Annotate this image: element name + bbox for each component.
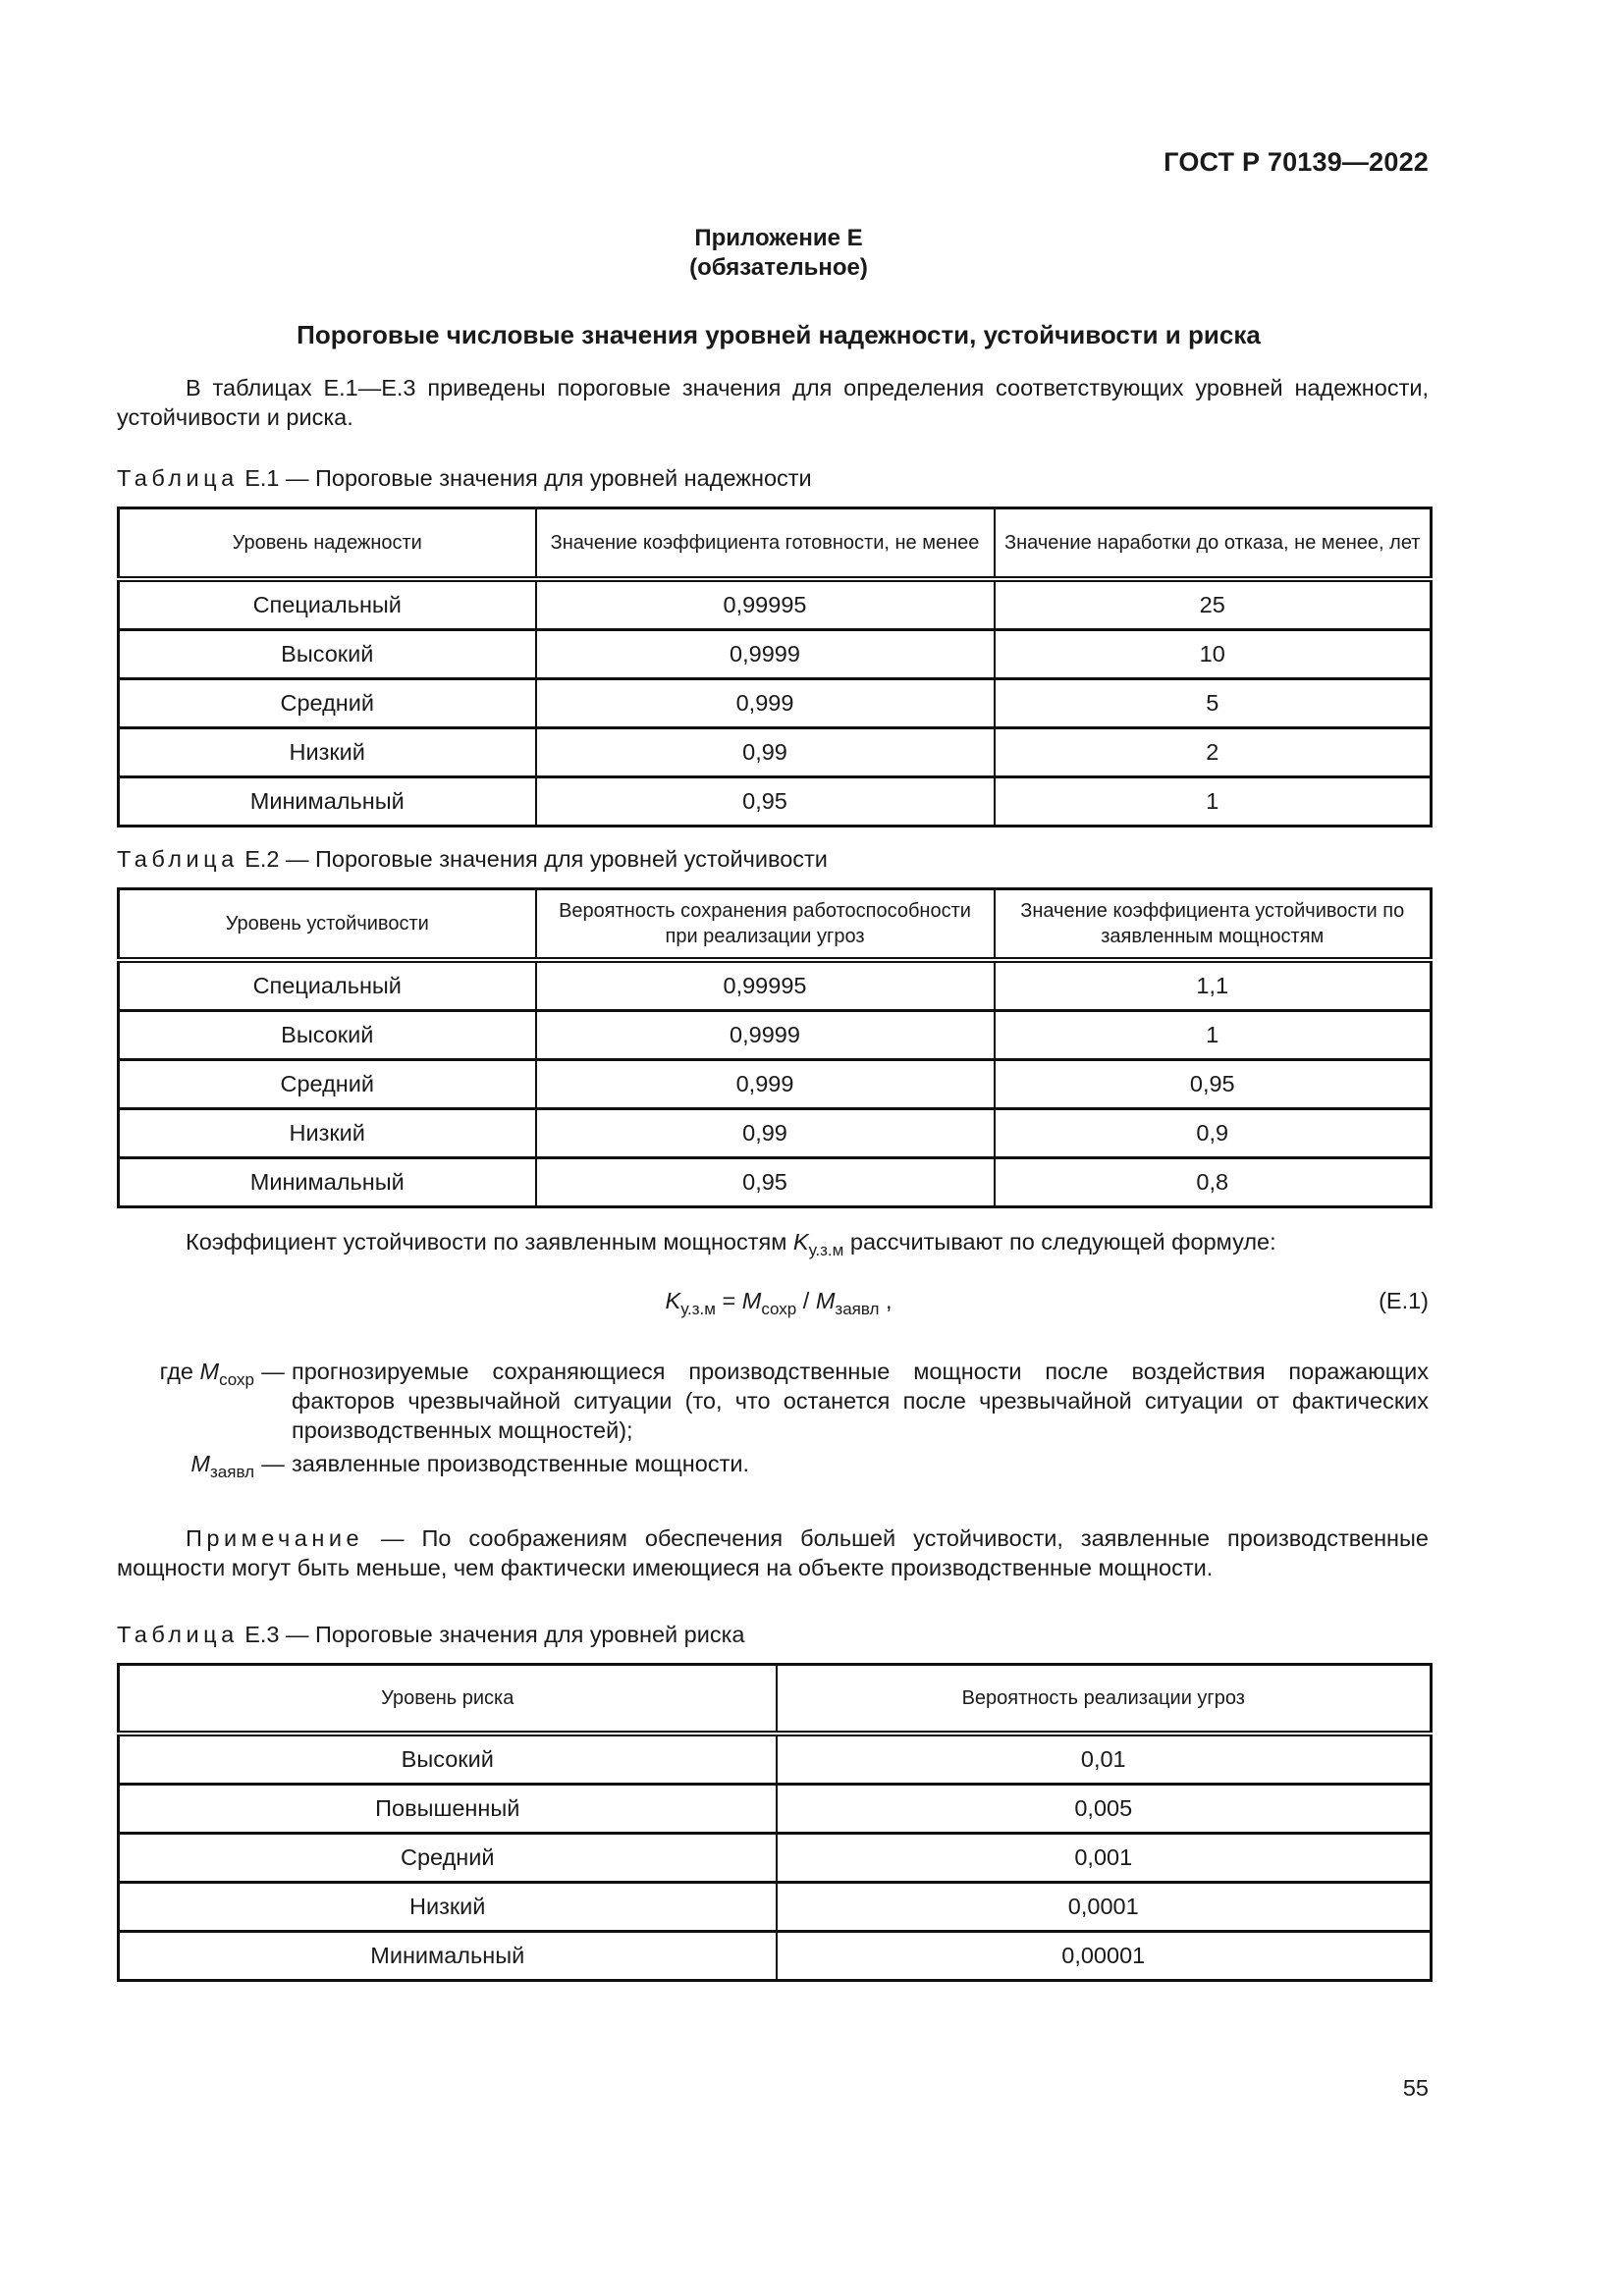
annex-status: (обязательное) xyxy=(689,254,868,281)
formula-intro-text-end: рассчитывают по следующей формуле: xyxy=(843,1229,1276,1255)
column-header: Вероятность сохранения работоспособности при реализации угроз xyxy=(536,889,995,961)
table-cell: Высокий xyxy=(119,1011,536,1060)
table-cell: 10 xyxy=(995,630,1432,679)
column-header: Значение коэффициента готовности, не менее xyxy=(536,508,995,580)
page-number: 55 xyxy=(1402,2075,1429,2101)
column-header: Значение наработки до отказа, не менее, лет xyxy=(995,508,1432,580)
table-cell: 0,9 xyxy=(995,1109,1432,1158)
table-cell: Низкий xyxy=(119,728,536,777)
term-subscript: сохр xyxy=(219,1370,254,1389)
table-row xyxy=(119,1734,1432,1785)
table-cell: Минимальный xyxy=(119,777,536,827)
table-cell: 2 xyxy=(995,728,1432,777)
table-cell: 1 xyxy=(995,777,1432,827)
table-row xyxy=(119,1834,1432,1883)
term-symbol: M xyxy=(190,1451,210,1476)
column-header: Значение коэффициента устойчивости по заявленным мощностям xyxy=(995,889,1432,961)
table-cell: Средний xyxy=(119,679,536,728)
where-definitions xyxy=(117,1357,1429,1481)
table-cell: 0,005 xyxy=(777,1785,1432,1834)
formula-lhs-sub: у.з.м xyxy=(680,1300,716,1318)
term-symbol: M xyxy=(199,1359,220,1384)
table-cell: Высокий xyxy=(119,630,536,679)
table-cell: 0,001 xyxy=(777,1834,1432,1883)
where-prefix: где xyxy=(159,1359,200,1384)
table-row xyxy=(119,777,1432,827)
table3-caption-text: Е.3 — Пороговые значения для уровней риска xyxy=(244,1622,745,1647)
table-cell: 0,99995 xyxy=(536,960,995,1011)
table-cell: 0,999 xyxy=(536,1060,995,1109)
formula-e1 xyxy=(0,1288,1557,1318)
term-subscript: заявл xyxy=(209,1463,254,1481)
table-row xyxy=(119,630,1432,679)
table-row xyxy=(119,579,1432,630)
table2-caption-text: Е.2 — Пороговые значения для уровней устойчивости xyxy=(244,846,828,872)
note-paragraph xyxy=(117,1523,1429,1582)
table3-caption-word: Таблица xyxy=(117,1622,239,1647)
formula-m-declared: M xyxy=(815,1288,836,1313)
table-cell: Средний xyxy=(119,1834,777,1883)
formula-m-declared-sub: заявл xyxy=(835,1300,880,1318)
table-cell: 0,99 xyxy=(536,728,995,777)
column-header: Уровень устойчивости xyxy=(119,889,536,961)
formula-comma: , xyxy=(879,1288,893,1313)
table-row xyxy=(119,728,1432,777)
table1-caption xyxy=(117,465,812,492)
table2-caption-word: Таблица xyxy=(117,846,239,872)
section-title: Пороговые числовые значения уровней надежности, устойчивости и риска xyxy=(297,320,1261,349)
table-cell: Минимальный xyxy=(119,1932,777,1981)
annex-title: Приложение Е xyxy=(694,225,863,251)
table-cell: 1 xyxy=(995,1011,1432,1060)
definition-term xyxy=(117,1449,254,1481)
definition-term xyxy=(117,1357,254,1445)
table-cell: 0,00001 xyxy=(777,1932,1432,1981)
formula-m-kept-sub: сохр xyxy=(761,1300,797,1318)
table-row xyxy=(119,1060,1432,1109)
table-cell: 1,1 xyxy=(995,960,1432,1011)
formula-m-kept: M xyxy=(741,1288,762,1313)
table-row xyxy=(119,679,1432,728)
table-row xyxy=(119,1158,1432,1207)
table-resilience-levels xyxy=(117,887,1433,1208)
note-label: Примечание xyxy=(186,1525,364,1551)
table-cell: 5 xyxy=(995,679,1432,728)
table-header-row xyxy=(119,508,1432,580)
note-text: — По соображениям обеспечения большей устойчивости, заявленные производственные мощности могут быть меньше, чем фактически имеющиеся на объекте производственные мощности. xyxy=(117,1525,1429,1580)
table-risk-levels xyxy=(117,1663,1433,1982)
table-cell: 0,999 xyxy=(536,679,995,728)
column-header: Вероятность реализации угроз xyxy=(777,1665,1432,1735)
table-cell: Низкий xyxy=(119,1109,536,1158)
formula-intro xyxy=(117,1227,1429,1259)
formula-divide: / xyxy=(796,1288,816,1313)
table-cell: 25 xyxy=(995,579,1432,630)
table-cell: 0,9999 xyxy=(536,630,995,679)
definition-text: заявленные производственные мощности. xyxy=(292,1451,750,1476)
definition-text: прогнозируемые сохраняющиеся производственные мощности после воздействия поражающих факторов чрезвычайной ситуации (то, что останется после чрезвычайной ситуации от фактических производственных мощностей); xyxy=(292,1359,1429,1443)
symbol-k: K xyxy=(792,1229,809,1255)
table-row xyxy=(119,1109,1432,1158)
table-reliability-levels xyxy=(117,507,1433,828)
table-row xyxy=(119,1883,1432,1932)
formula-number: (Е.1) xyxy=(1379,1288,1429,1313)
table-cell: 0,99995 xyxy=(536,579,995,630)
symbol-k-subscript: у.з.м xyxy=(808,1241,844,1259)
annex-heading xyxy=(0,224,1557,283)
table-cell: 0,95 xyxy=(536,777,995,827)
table3-caption xyxy=(117,1622,745,1648)
table-cell: Минимальный xyxy=(119,1158,536,1207)
formula-lhs: K xyxy=(665,1288,681,1313)
table-row xyxy=(119,960,1432,1011)
table-cell: 0,99 xyxy=(536,1109,995,1158)
definition-row xyxy=(117,1357,1429,1445)
document-code: ГОСТ Р 70139—2022 xyxy=(1164,147,1429,177)
table-cell: 0,0001 xyxy=(777,1883,1432,1932)
table-header-row xyxy=(119,1665,1432,1735)
table1-caption-word: Таблица xyxy=(117,465,239,491)
table-cell: 0,8 xyxy=(995,1158,1432,1207)
table-cell: Повышенный xyxy=(119,1785,777,1834)
definition-dash: — xyxy=(261,1359,285,1384)
table2-caption xyxy=(117,846,828,873)
table-cell: 0,01 xyxy=(777,1734,1432,1785)
table-cell: Средний xyxy=(119,1060,536,1109)
table-cell: Специальный xyxy=(119,579,536,630)
table-cell: Высокий xyxy=(119,1734,777,1785)
table-cell: 0,95 xyxy=(536,1158,995,1207)
definition-row xyxy=(117,1449,1429,1481)
table-cell: Низкий xyxy=(119,1883,777,1932)
column-header: Уровень риска xyxy=(119,1665,777,1735)
table-row xyxy=(119,1011,1432,1060)
definition-dash: — xyxy=(261,1451,285,1476)
table1-caption-text: Е.1 — Пороговые значения для уровней надежности xyxy=(244,465,812,491)
table-cell: 0,9999 xyxy=(536,1011,995,1060)
table-header-row xyxy=(119,889,1432,961)
formula-intro-text: Коэффициент устойчивости по заявленным мощностям xyxy=(186,1229,793,1255)
intro-paragraph: В таблицах Е.1—Е.3 приведены пороговые значения для определения соответствующих уровней надежности, устойчивости и риска. xyxy=(117,375,1429,430)
table-row xyxy=(119,1932,1432,1981)
column-header: Уровень надежности xyxy=(119,508,536,580)
formula-equals: = xyxy=(715,1288,742,1313)
table-row xyxy=(119,1785,1432,1834)
table-cell: Специальный xyxy=(119,960,536,1011)
table-cell: 0,95 xyxy=(995,1060,1432,1109)
